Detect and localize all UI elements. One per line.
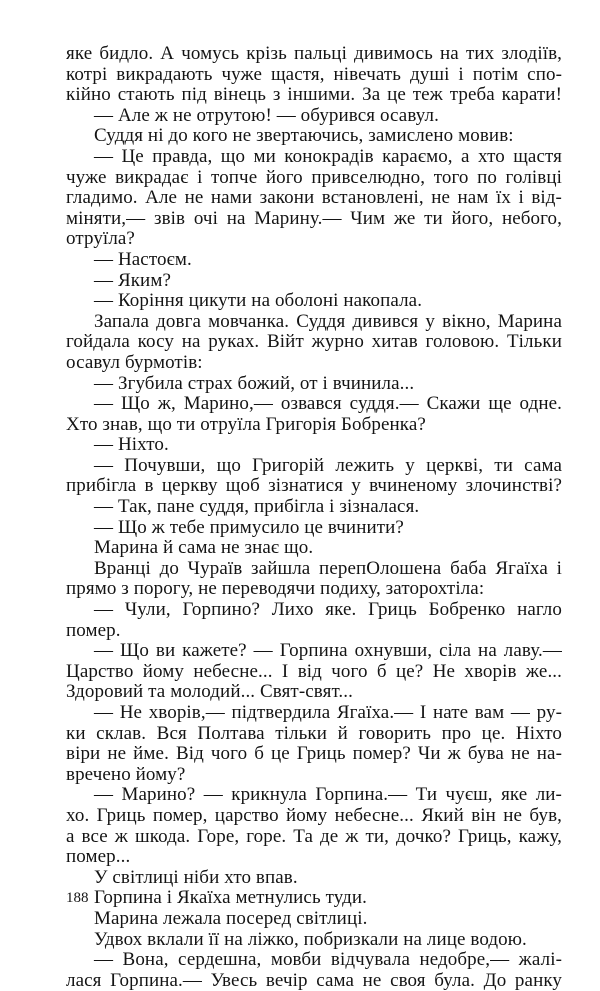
text-line: У світлиці ніби хто впав.: [94, 867, 298, 888]
body-text: [66, 44, 562, 991]
text-line: помер...: [66, 847, 131, 868]
text-line: Горпина і Якаїха метнулись туди.: [94, 888, 368, 909]
text-line: Вранці до Чураїв зайшла перепОлошена баба Ягаїха і: [94, 558, 562, 579]
text-line: — Почувши, що Григорій лежить у церкві, ти сама: [94, 455, 562, 476]
text-line: лася Горпина.— Увесь вечір сама не своя була. До ранку: [66, 970, 562, 991]
text-line: ки склав. Вся Полтава тільки й говорить про це. Ніхто: [66, 723, 562, 744]
text-line: Марина й сама не знає що.: [94, 538, 314, 559]
text-line: — Чули, Горпино? Лихо яке. Гриць Бобренко нагло: [94, 600, 562, 621]
text-line: помер.: [66, 620, 121, 641]
text-line: отруїла?: [66, 229, 135, 250]
text-line: — Що ви кажете? — Горпина охнувши, сіла на лаву.—: [94, 641, 562, 662]
text-line: Удвох вклали її на ліжко, побризкали на лице водою.: [94, 929, 527, 950]
text-line: — Вона, сердешна, мовби відчувала недобре,— жалі-: [94, 950, 562, 971]
text-line: Здоровий та молодий... Свят-свят...: [66, 682, 353, 703]
text-line: Хто знав, що ти отруїла Григорія Бобренка?: [66, 414, 426, 435]
text-line: чуже викрадає і топче його привселюдно, того по голівці: [66, 167, 562, 188]
page-number: 188: [66, 890, 89, 906]
text-line: котрі викрадають чуже щастя, нівечать душі і потім спо-: [66, 64, 562, 85]
text-line: Суддя ні до кого не звертаючись, замислено мовив:: [94, 126, 514, 147]
text-line: осавул бурмотів:: [66, 352, 203, 373]
text-line: — Не хворів,— підтвердила Ягаїха.— І нате вам — ру-: [94, 703, 562, 723]
text-line: — Що ж, Марино,— озвався суддя.— Скажи ще одне.: [94, 394, 562, 415]
text-line: міняти,— звів очі на Марину.— Чим же ти його, небого,: [66, 208, 562, 229]
text-line: гойдала косу на руках. Війт журно хитав головою. Тільки: [66, 332, 562, 353]
text-line: — Але ж не отрутою! — обурився осавул.: [94, 105, 439, 126]
text-line: яке бидло. А чомусь крізь пальці дивимось на тих злодіїв,: [66, 44, 562, 64]
text-line: прибігла в церкву щоб зізнатися у вчиненому злочинстві?: [66, 476, 562, 497]
text-line: гладимо. Але не нами закони встановлені, не нам їх і від-: [66, 188, 562, 209]
text-line: а все ж шкода. Горе, горе. Та де ж ти, дочко? Гриць, кажу,: [66, 826, 562, 847]
text-line: — Марино? — крикнула Горпина.— Ти чуєш, яке ли-: [94, 785, 562, 806]
text-line: віри не йме. Від чого б це Гриць помер? Чи ж бува не на-: [66, 744, 562, 765]
text-line: кійно стають під вінець з іншими. За це теж треба карати!: [66, 85, 562, 106]
text-line: — Це правда, що ми конокрадів караємо, а хто щастя: [94, 146, 562, 167]
text-line: — Яким?: [94, 270, 171, 291]
text-line: Царство йому небесне... І від чого б це? Не хворів же...: [66, 661, 562, 682]
text-line: Запала довга мовчанка. Суддя дивився у вікно, Марина: [94, 311, 562, 332]
text-line: — Що ж тебе примусило це вчинити?: [94, 517, 404, 538]
text-line: вречено йому?: [66, 764, 186, 785]
text-line: — Згубила страх божий, от і вчинила...: [94, 373, 415, 394]
text-line: прямо з порогу, не переводячи подиху, заторохтіла:: [66, 579, 485, 600]
text-line: — Так, пане суддя, прибігла і зізналася.: [94, 497, 420, 518]
text-line: — Коріння цикути на оболоні накопала.: [94, 291, 423, 312]
text-line: — Ніхто.: [94, 435, 169, 456]
text-line: хо. Гриць помер, царство йому небесне... Який він не був,: [66, 805, 562, 826]
text-line: Марина лежала посеред світлиці.: [94, 908, 368, 929]
text-line: — Настоєм.: [94, 249, 192, 270]
